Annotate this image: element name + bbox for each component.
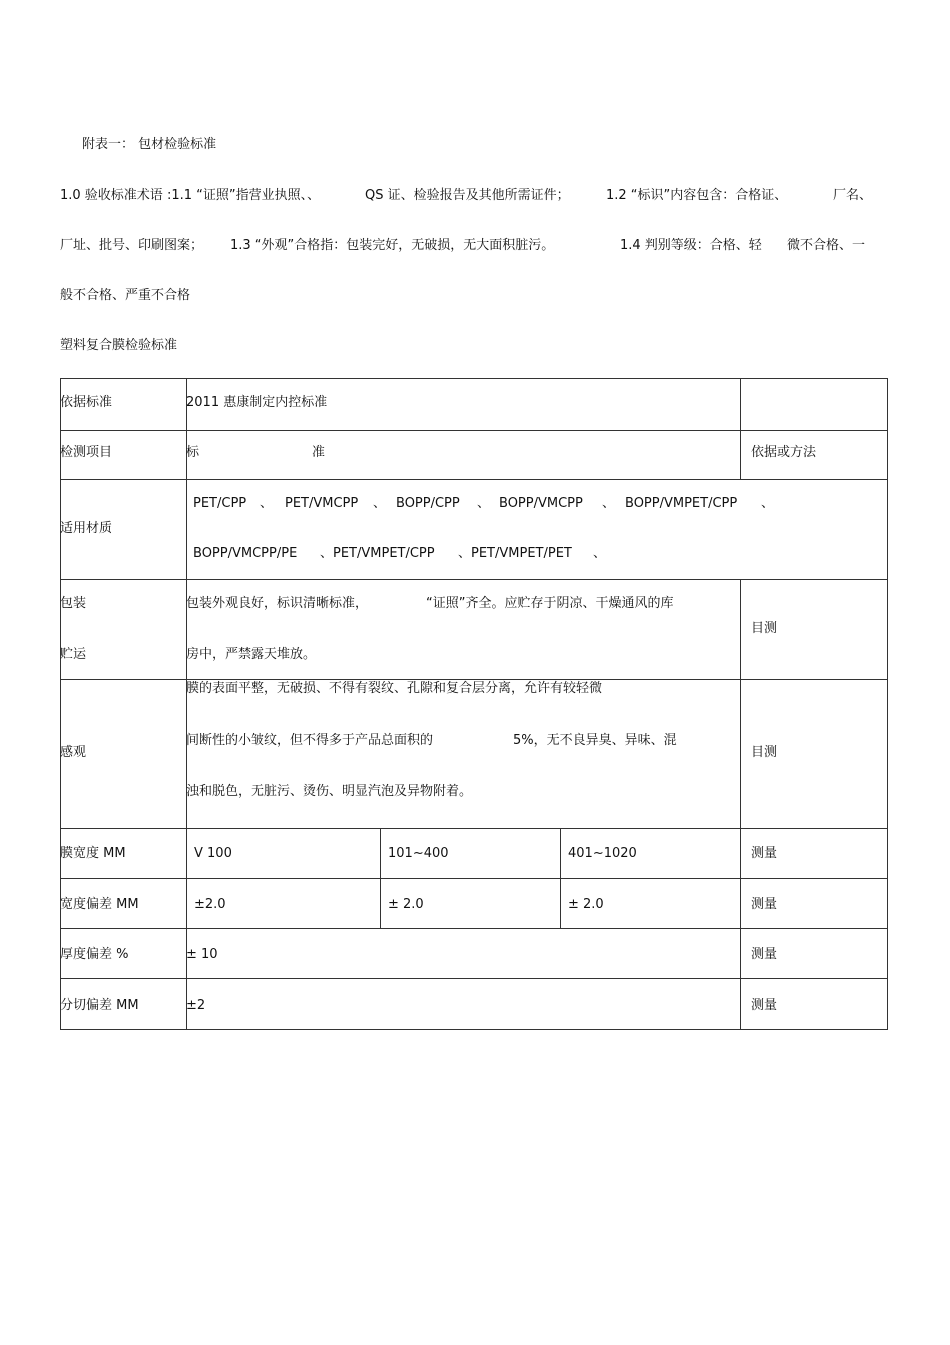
column-divider — [740, 379, 741, 479]
material-separator: 、 — [761, 496, 775, 511]
packing-text-line1-part1: 包装外观良好，标识清晰标准， — [186, 596, 369, 611]
sensory-text-line2-part1: 间断性的小皱纹，但不得多于产品总面积的 — [186, 733, 434, 748]
sensory-text-line2-part2: 5%，无不良异臭、异味、混 — [513, 733, 677, 748]
material-separator: 、 — [593, 546, 607, 561]
packing-method: 目测 — [751, 621, 778, 636]
row-divider — [61, 479, 887, 480]
material-item: BOPP/VMCPP — [499, 496, 583, 511]
sensory-text-line1: 膜的表面平整，无破损、不得有裂纹、孔隙和复合层分离，允许有较轻微 — [186, 681, 603, 696]
inspection-table — [60, 378, 888, 1030]
material-separator: 、 — [373, 496, 387, 511]
column-header-standard-2: 准 — [312, 445, 326, 460]
terms-line1-part4: 厂名、 — [833, 188, 873, 203]
width-deviation-label: 宽度偏差 MM — [60, 897, 139, 912]
row-divider — [61, 679, 887, 680]
slitting-deviation-label: 分切偏差 MM — [60, 998, 139, 1013]
thickness-deviation-method: 测量 — [751, 947, 778, 962]
column-divider — [186, 379, 187, 1029]
basis-value: 2011 惠康制定内控标准 — [186, 395, 328, 410]
packing-text-line2: 房中，严禁露天堆放。 — [186, 647, 317, 662]
material-separator: 、 — [602, 496, 616, 511]
material-item: PET/VMCPP — [285, 496, 359, 511]
width-method: 测量 — [751, 846, 778, 861]
width-value-1: V 100 — [194, 846, 232, 861]
basis-label: 依据标准 — [60, 395, 113, 410]
slitting-deviation-value: ±2 — [186, 998, 206, 1013]
material-item: BOPP/VMCPP/PE — [193, 546, 298, 561]
sensory-method: 目测 — [751, 745, 778, 760]
terms-line2-part2: 1.3 “外观”合格指：包装完好，无破损，无大面积脏污。 — [230, 238, 555, 253]
sensory-text-line3: 浊和脱色，无脏污、烫伤、明显汽泡及异物附着。 — [186, 784, 473, 799]
row-divider — [61, 579, 887, 580]
material-separator: 、 — [477, 496, 491, 511]
row-divider — [61, 828, 887, 829]
width-deviation-method: 测量 — [751, 897, 778, 912]
width-label: 膜宽度 MM — [60, 846, 126, 861]
material-item: 、PET/VMPET/CPP — [320, 546, 435, 561]
materials-label: 适用材质 — [60, 521, 113, 536]
row-divider — [61, 878, 887, 879]
terms-line2-part4: 微不合格、一 — [787, 238, 866, 253]
width-value-2: 101~400 — [388, 846, 449, 861]
width-deviation-value-1: ±2.0 — [194, 897, 226, 912]
thickness-deviation-label: 厚度偏差 % — [60, 947, 129, 962]
column-header-method: 依据或方法 — [751, 445, 817, 460]
width-deviation-value-2: ± 2.0 — [388, 897, 424, 912]
width-value-3: 401~1020 — [568, 846, 637, 861]
slitting-deviation-method: 测量 — [751, 998, 778, 1013]
terms-line2-part1: 厂址、批号、印刷图案； — [60, 238, 204, 253]
column-divider — [560, 828, 561, 928]
row-divider — [61, 978, 887, 979]
appendix-title: 附表一： 包材检验标准 — [82, 137, 217, 152]
column-divider — [740, 579, 741, 1029]
terms-line1-part2: QS 证、检验报告及其他所需证件； — [365, 188, 570, 203]
terms-line3: 般不合格、严重不合格 — [60, 288, 191, 303]
terms-line1-part3: 1.2 “标识”内容包含：合格证、 — [606, 188, 788, 203]
thickness-deviation-value: ± 10 — [186, 947, 218, 962]
terms-line2-part3: 1.4 判别等级：合格、轻 — [620, 238, 762, 253]
row-divider — [61, 928, 887, 929]
material-item: 、PET/VMPET/PET — [458, 546, 572, 561]
material-item: BOPP/VMPET/CPP — [625, 496, 738, 511]
material-item: PET/CPP — [193, 496, 247, 511]
column-divider — [380, 828, 381, 928]
row-divider — [61, 430, 887, 431]
packing-label-line2: 贮运 — [60, 647, 87, 662]
width-deviation-value-3: ± 2.0 — [568, 897, 604, 912]
material-separator: 、 — [260, 496, 274, 511]
column-header-standard-1: 标 — [186, 445, 200, 460]
sensory-label: 感观 — [60, 745, 87, 760]
material-item: BOPP/CPP — [396, 496, 460, 511]
column-header-item: 检测项目 — [60, 445, 113, 460]
section-title: 塑料复合膜检验标准 — [60, 338, 178, 353]
packing-label-line1: 包装 — [60, 596, 87, 611]
packing-text-line1-part2: “证照”齐全。应贮存于阴凉、干燥通风的库 — [426, 596, 674, 611]
terms-line1-part1: 1.0 验收标准术语 :1.1 “证照”指营业执照、、 — [60, 188, 321, 203]
